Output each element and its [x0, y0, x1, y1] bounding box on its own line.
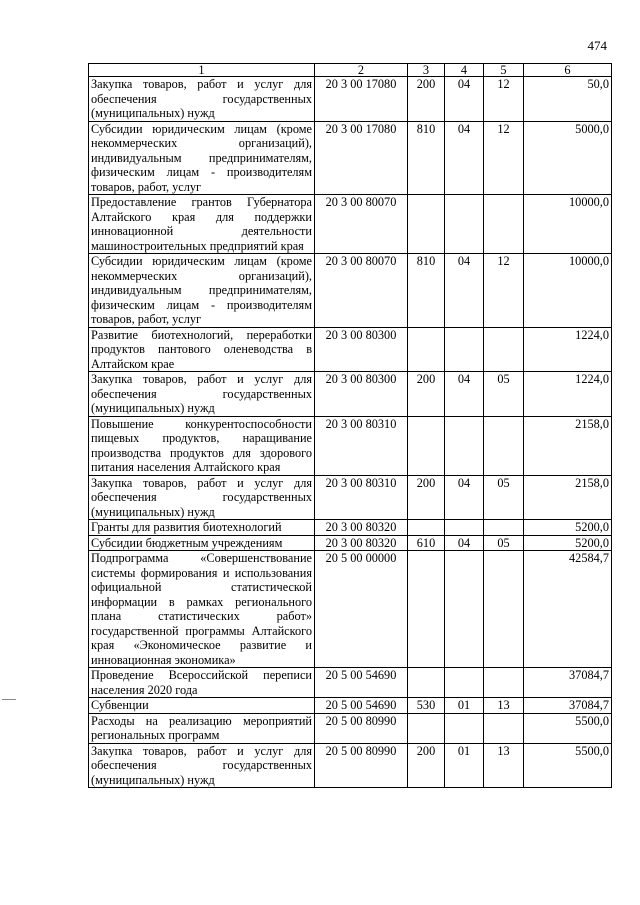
table-row — [89, 372, 612, 417]
table-row — [89, 713, 612, 743]
row-col-4: 01 — [445, 743, 484, 788]
row-col-3: 200 — [408, 475, 445, 520]
row-col-3: 530 — [408, 698, 445, 714]
row-col-3 — [408, 713, 445, 743]
row-col-5: 12 — [484, 77, 524, 122]
row-col-4 — [445, 416, 484, 475]
row-col-4: 04 — [445, 372, 484, 417]
row-col-3 — [408, 327, 445, 372]
row-code: 20 3 00 80070 — [315, 254, 408, 328]
row-name: Предоставление грантов Губернатора Алтайского края для поддержки инновационной деятельности машиностроительных предприятий края — [89, 195, 315, 254]
row-col-3: 200 — [408, 372, 445, 417]
row-col-4 — [445, 713, 484, 743]
row-col-4: 01 — [445, 698, 484, 714]
row-code: 20 3 00 17080 — [315, 77, 408, 122]
row-col-5: 12 — [484, 121, 524, 195]
row-col-5: 05 — [484, 535, 524, 551]
row-name: Субсидии бюджетным учреждениям — [89, 535, 315, 551]
table-row — [89, 121, 612, 195]
row-name: Подпрограмма «Совершенствование системы формирования и использования официальной статистической информации в рамках регионального плана статистических работ» государственной программы Алтайского края «Экономическое развитие и инновационная экономика» — [89, 551, 315, 668]
row-name: Субвенции — [89, 698, 315, 714]
row-name: Закупка товаров, работ и услуг для обеспечения государственных (муниципальных) нужд — [89, 77, 315, 122]
table-row — [89, 327, 612, 372]
table-row — [89, 698, 612, 714]
row-amount: 5500,0 — [524, 713, 612, 743]
row-col-4 — [445, 327, 484, 372]
row-code: 20 5 00 54690 — [315, 668, 408, 698]
row-col-3 — [408, 520, 445, 536]
row-col-3 — [408, 551, 445, 668]
header-col-2: 2 — [315, 64, 408, 77]
row-amount: 37084,7 — [524, 668, 612, 698]
table-row — [89, 416, 612, 475]
row-col-5 — [484, 195, 524, 254]
row-code: 20 3 00 80320 — [315, 535, 408, 551]
row-code: 20 5 00 80990 — [315, 743, 408, 788]
row-code: 20 5 00 54690 — [315, 698, 408, 714]
row-col-5 — [484, 551, 524, 668]
row-col-4 — [445, 551, 484, 668]
row-amount: 37084,7 — [524, 698, 612, 714]
table-row — [89, 475, 612, 520]
table-row — [89, 254, 612, 328]
header-col-1: 1 — [89, 64, 315, 77]
row-col-4 — [445, 668, 484, 698]
row-name: Расходы на реализацию мероприятий региональных программ — [89, 713, 315, 743]
row-col-3 — [408, 668, 445, 698]
row-col-5 — [484, 713, 524, 743]
row-amount: 5200,0 — [524, 535, 612, 551]
row-col-5: 12 — [484, 254, 524, 328]
row-amount: 5000,0 — [524, 121, 612, 195]
row-col-4: 04 — [445, 475, 484, 520]
row-col-5 — [484, 416, 524, 475]
table-row — [89, 77, 612, 122]
row-amount: 50,0 — [524, 77, 612, 122]
row-code: 20 3 00 80310 — [315, 475, 408, 520]
table-row — [89, 551, 612, 668]
row-col-3: 810 — [408, 254, 445, 328]
table-row — [89, 743, 612, 788]
row-code: 20 3 00 80070 — [315, 195, 408, 254]
table-row — [89, 535, 612, 551]
row-col-5: 05 — [484, 475, 524, 520]
row-code: 20 3 00 80300 — [315, 372, 408, 417]
row-col-3 — [408, 195, 445, 254]
header-col-4: 4 — [445, 64, 484, 77]
row-code: 20 5 00 80990 — [315, 713, 408, 743]
row-name: Субсидии юридическим лицам (кроме некоммерческих организаций), индивидуальным предпринимателям, физическим лицам - производителям товаров, работ, услуг — [89, 254, 315, 328]
table-header-row — [89, 64, 612, 77]
row-col-4: 04 — [445, 254, 484, 328]
row-name: Развитие биотехнологий, переработки продуктов пантового оленеводства в Алтайском крае — [89, 327, 315, 372]
row-amount: 5500,0 — [524, 743, 612, 788]
row-amount: 10000,0 — [524, 195, 612, 254]
row-col-4: 04 — [445, 535, 484, 551]
row-amount: 42584,7 — [524, 551, 612, 668]
row-name: Закупка товаров, работ и услуг для обеспечения государственных (муниципальных) нужд — [89, 372, 315, 417]
row-amount: 2158,0 — [524, 416, 612, 475]
row-col-5 — [484, 327, 524, 372]
row-col-3: 810 — [408, 121, 445, 195]
budget-table — [88, 63, 612, 788]
row-col-3: 610 — [408, 535, 445, 551]
row-code: 20 3 00 80310 — [315, 416, 408, 475]
table-row — [89, 668, 612, 698]
table-row — [89, 195, 612, 254]
row-col-3: 200 — [408, 743, 445, 788]
row-amount: 10000,0 — [524, 254, 612, 328]
row-amount: 1224,0 — [524, 327, 612, 372]
row-col-5: 13 — [484, 698, 524, 714]
header-col-6: 6 — [524, 64, 612, 77]
header-col-5: 5 — [484, 64, 524, 77]
row-col-5: 13 — [484, 743, 524, 788]
row-code: 20 3 00 17080 — [315, 121, 408, 195]
row-code: 20 5 00 00000 — [315, 551, 408, 668]
row-col-5: 05 — [484, 372, 524, 417]
row-col-5 — [484, 520, 524, 536]
row-col-3 — [408, 416, 445, 475]
row-code: 20 3 00 80320 — [315, 520, 408, 536]
row-col-4: 04 — [445, 77, 484, 122]
row-name: Закупка товаров, работ и услуг для обеспечения государственных (муниципальных) нужд — [89, 743, 315, 788]
row-amount: 2158,0 — [524, 475, 612, 520]
row-name: Гранты для развития биотехнологий — [89, 520, 315, 536]
row-amount: 5200,0 — [524, 520, 612, 536]
margin-mark — [2, 699, 16, 700]
page-number: 474 — [587, 38, 607, 53]
row-amount: 1224,0 — [524, 372, 612, 417]
row-name: Повышение конкурентоспособности пищевых продуктов, наращивание производства продуктов для здорового питания населения Алтайского края — [89, 416, 315, 475]
row-name: Субсидии юридическим лицам (кроме некоммерческих организаций), индивидуальным предпринимателям, физическим лицам - производителям товаров, работ, услуг — [89, 121, 315, 195]
row-name: Проведение Всероссийской переписи населения 2020 года — [89, 668, 315, 698]
row-col-4 — [445, 195, 484, 254]
row-col-5 — [484, 668, 524, 698]
row-name: Закупка товаров, работ и услуг для обеспечения государственных (муниципальных) нужд — [89, 475, 315, 520]
row-col-4 — [445, 520, 484, 536]
header-col-3: 3 — [408, 64, 445, 77]
row-col-4: 04 — [445, 121, 484, 195]
row-code: 20 3 00 80300 — [315, 327, 408, 372]
table-row — [89, 520, 612, 536]
row-col-3: 200 — [408, 77, 445, 122]
